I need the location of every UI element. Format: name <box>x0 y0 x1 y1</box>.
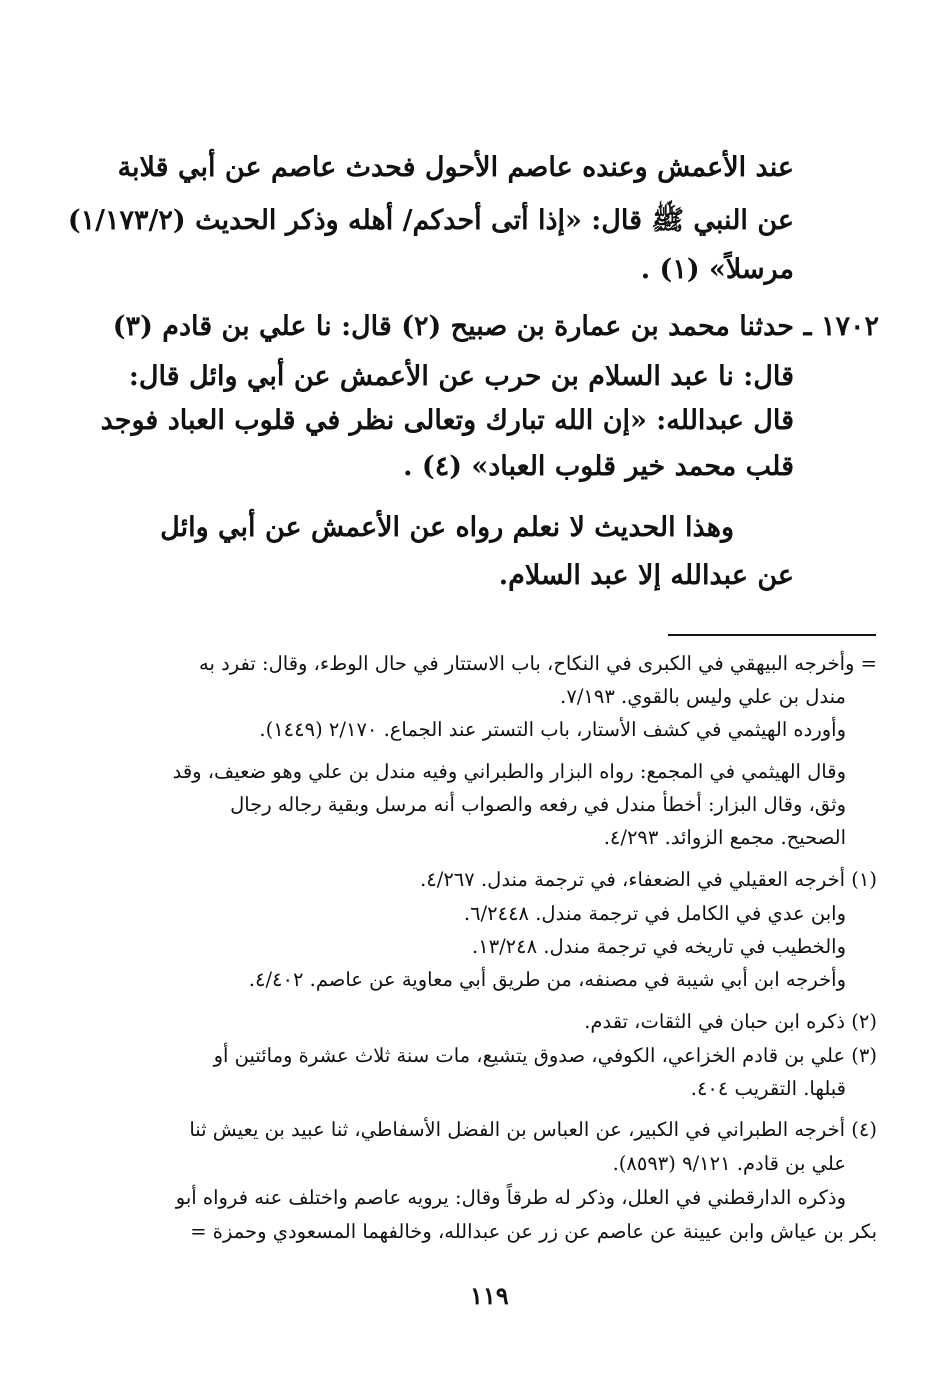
footnote-line: = وأخرجه البيهقي في الكبرى في النكاح، باب الاستتار في حال الوطء، وقال: تفرد به <box>199 652 877 675</box>
hadith-line: حدثنا محمد بن عمارة بن صبيح (٢) قال: نا علي بن قادم (٣) <box>112 311 794 342</box>
footnote-line: بكر بن عياش وابن عيينة عن عاصم عن زر عن عبدالله، وخالفهما المسعودي وحمزة = <box>190 1220 877 1243</box>
main-text-line: عن عبدالله إلا عبد السلام. <box>498 560 794 591</box>
main-text-line: مرسلاً» (١) . <box>640 254 794 285</box>
hadith-line: قال: نا عبد السلام بن حرب عن الأعمش عن أبي وائل قال: <box>128 361 794 392</box>
footnote-line: وابن عدي في الكامل في ترجمة مندل. ٦/٢٤٤٨. <box>463 902 846 925</box>
footnote-line: وأورده الهيثمي في كشف الأستار، باب التستر عند الجماع. ٢/١٧٠ (١٤٤٩). <box>259 718 846 741</box>
footnote-line: وقال الهيثمي في المجمع: رواه البزار والطبراني وفيه مندل بن علي وهو ضعيف، وقد <box>172 760 846 783</box>
footnote-line: قبلها. التقريب ٤٠٤. <box>690 1077 846 1100</box>
page-number: ١١٩ <box>470 1281 509 1310</box>
footnote-line: الصحيح. مجمع الزوائد. ٤/٢٩٣. <box>603 826 846 849</box>
hadith-line: قال عبدالله: «إن الله تبارك وتعالى نظر في قلوب العباد فوجد <box>100 405 794 436</box>
footnote-separator <box>668 634 876 636</box>
hadith-line: قلب محمد خير قلوب العباد» (٤) . <box>403 451 794 482</box>
main-text-line: عن النبي ﷺ قال: «إذا أتى أحدكم/ أهله وذكر الحديث (١/١٧٣/٢) <box>67 205 794 236</box>
main-text-line: وهذا الحديث لا نعلم رواه عن الأعمش عن أبي وائل <box>160 512 734 543</box>
footnote-line: وثق، وقال البزار: أخطأ مندل في رفعه والصواب أنه مرسل وبقية رجاله رجال <box>230 793 846 816</box>
footnote-line: (٤) أخرجه الطبراني في الكبير، عن العباس بن الفضل الأسفاطي، ثنا عبيد بن يعيش ثنا <box>189 1118 877 1141</box>
footnote-line: والخطيب في تاريخه في ترجمة مندل. ١٣/٢٤٨. <box>471 935 846 958</box>
footnote-line: (١) أخرجه العقيلي في الضعفاء، في ترجمة مندل. ٤/٢٦٧. <box>420 868 877 891</box>
footnote-line: وأخرجه ابن أبي شيبة في مصنفه، من طريق أبي معاوية عن عاصم. ٤/٤٠٢. <box>248 968 846 991</box>
footnote-line: (٣) علي بن قادم الخزاعي، الكوفي، صدوق يتشيع، مات سنة ثلاث عشرة ومائتين أو <box>213 1044 877 1067</box>
main-text-line: عند الأعمش وعنده عاصم الأحول فحدث عاصم عن أبي قلابة <box>117 152 794 183</box>
footnote-line: مندل بن علي وليس بالقوي. ٧/١٩٣. <box>560 685 846 708</box>
footnote-line: علي بن قادم. ٩/١٢١ (٨٥٩٣). <box>612 1152 846 1175</box>
footnote-line: (٢) ذكره ابن حبان في الثقات، تقدم. <box>584 1010 877 1033</box>
footnote-line: وذكره الدارقطني في العلل، وذكر له طرقاً وقال: يرويه عاصم واختلف عنه فرواه أبو <box>175 1186 846 1209</box>
hadith-number: ١٧٠٢ ـ <box>803 311 879 342</box>
